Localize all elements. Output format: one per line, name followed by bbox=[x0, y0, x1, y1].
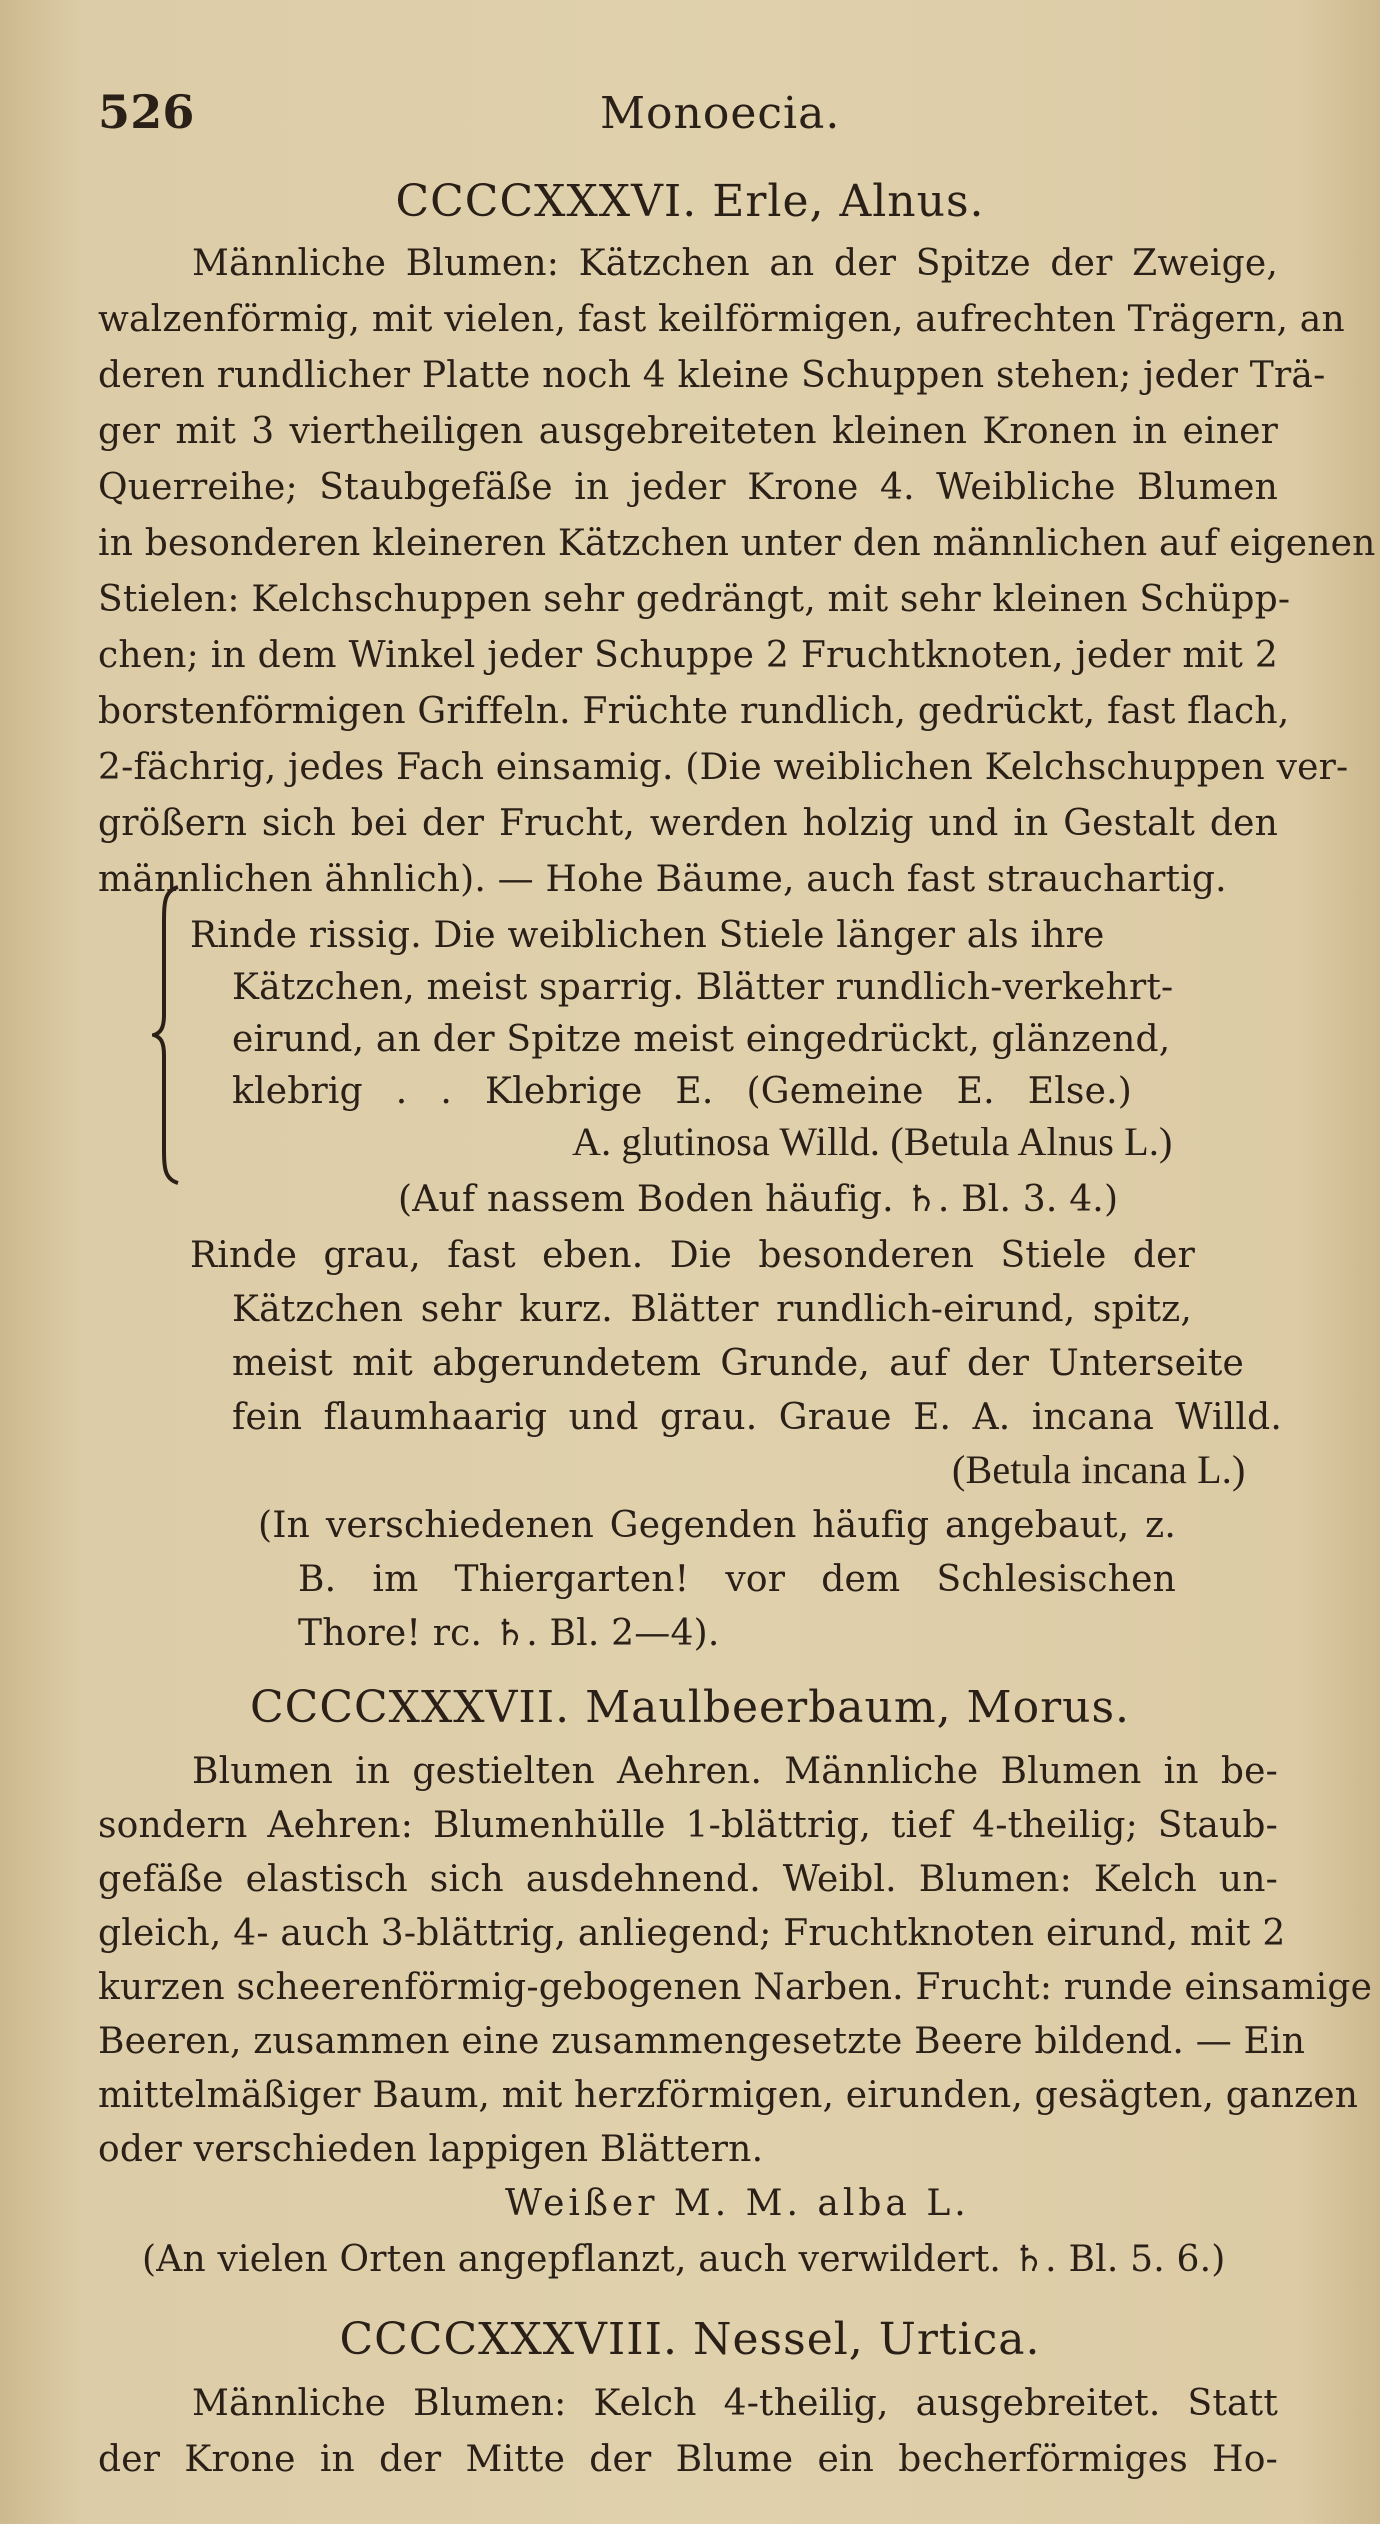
text-line: Stielen: Kelchschuppen sehr gedrängt, mit sehr kleinen Schüpp- bbox=[98, 579, 1291, 620]
text-line: oder verschieden lappigen Blättern. bbox=[98, 2129, 764, 2170]
text-line: gefäße elastisch sich ausdehnend. Weibl. Blumen: Kelch un- bbox=[98, 1859, 1278, 1900]
key-line: klebrig . . Klebrige E. (Gemeine E. Else.) bbox=[232, 1071, 1132, 1112]
page-number: 526 bbox=[98, 85, 195, 139]
habitat-note: (Auf nassem Boden häufig. ♄. Bl. 3. 4.) bbox=[398, 1179, 1119, 1220]
habitat-note: Thore! rc. ♄. Bl. 2—4). bbox=[298, 1613, 720, 1654]
text-line: in besonderen kleineren Kätzchen unter den männlichen auf eigenen bbox=[98, 523, 1376, 564]
text-line: ger mit 3 viertheiligen ausgebreiteten kleinen Kronen in einer bbox=[98, 411, 1278, 452]
habitat-note: (An vielen Orten angepflanzt, auch verwildert. ♄. Bl. 5. 6.) bbox=[142, 2239, 1226, 2280]
text-line: Männliche Blumen: Kätzchen an der Spitze der Zweige, bbox=[192, 243, 1278, 284]
key-line: Rinde rissig. Die weiblichen Stiele länger als ihre bbox=[190, 915, 1105, 956]
text-line: chen; in dem Winkel jeder Schuppe 2 Fruchtknoten, jeder mit 2 bbox=[98, 635, 1278, 676]
key-line: Rinde grau, fast eben. Die besonderen Stiele der bbox=[190, 1235, 1195, 1276]
text-line: borstenförmigen Griffeln. Früchte rundlich, gedrückt, fast flach, bbox=[98, 691, 1290, 732]
text-line: gleich, 4- auch 3-blättrig, anliegend; Fruchtknoten eirund, mit 2 bbox=[98, 1913, 1286, 1954]
text-line: walzenförmig, mit vielen, fast keilförmigen, aufrechten Trägern, an bbox=[98, 299, 1345, 340]
key-line: fein flaumhaarig und grau. Graue E. A. incana Willd. bbox=[232, 1397, 1282, 1438]
key-line: eirund, an der Spitze meist eingedrückt, glänzend, bbox=[232, 1019, 1171, 1060]
running-title: Monoecia. bbox=[600, 88, 841, 139]
text-line: Beeren, zusammen eine zusammengesetzte Beere bildend. — Ein bbox=[98, 2021, 1306, 2062]
genus-title: CCCCXXXVII. Maulbeerbaum, Morus. bbox=[249, 1682, 1131, 1733]
species-name: Weißer M. M. alba L. bbox=[505, 2183, 970, 2224]
text-line: männlichen ähnlich). — Hohe Bäume, auch fast strauchartig. bbox=[98, 859, 1227, 900]
text-line: deren rundlicher Platte noch 4 kleine Schuppen stehen; jeder Trä- bbox=[98, 355, 1326, 396]
latin-name: (Betula incana L.) bbox=[952, 1447, 1246, 1492]
key-line: Kätzchen, meist sparrig. Blätter rundlich-verkehrt- bbox=[232, 967, 1174, 1008]
key-brace bbox=[152, 885, 180, 1185]
latin-name: A. glutinosa Willd. (Betula Alnus L.) bbox=[572, 1119, 1173, 1164]
genus-title: CCCCXXXVI. Erle, Alnus. bbox=[395, 176, 985, 227]
text-line: sondern Aehren: Blumenhülle 1-blättrig, tief 4-theilig; Staub- bbox=[98, 1805, 1278, 1846]
text-line: größern sich bei der Frucht, werden holzig und in Gestalt den bbox=[98, 803, 1278, 844]
text-line: Männliche Blumen: Kelch 4-theilig, ausgebreitet. Statt bbox=[192, 2383, 1278, 2424]
key-line: meist mit abgerundetem Grunde, auf der Unterseite bbox=[232, 1343, 1244, 1384]
text-line: Blumen in gestielten Aehren. Männliche Blumen in be- bbox=[192, 1751, 1278, 1792]
text-line: der Krone in der Mitte der Blume ein becherförmiges Ho- bbox=[98, 2439, 1278, 2480]
text-line: mittelmäßiger Baum, mit herzförmigen, eirunden, gesägten, ganzen bbox=[98, 2075, 1359, 2116]
key-line: Kätzchen sehr kurz. Blätter rundlich-eirund, spitz, bbox=[232, 1289, 1192, 1330]
text-line: kurzen scheerenförmig-gebogenen Narben. Frucht: runde einsamige bbox=[98, 1967, 1373, 2008]
genus-title: CCCCXXXVIII. Nessel, Urtica. bbox=[339, 2314, 1041, 2365]
text-line: Querreihe; Staubgefäße in jeder Krone 4. Weibliche Blumen bbox=[98, 467, 1278, 508]
habitat-note: (In verschiedenen Gegenden häufig angebaut, z. bbox=[258, 1505, 1176, 1546]
habitat-note: B. im Thiergarten! vor dem Schlesischen bbox=[298, 1559, 1176, 1600]
text-line: 2-fächrig, jedes Fach einsamig. (Die weiblichen Kelchschuppen ver- bbox=[98, 747, 1349, 788]
